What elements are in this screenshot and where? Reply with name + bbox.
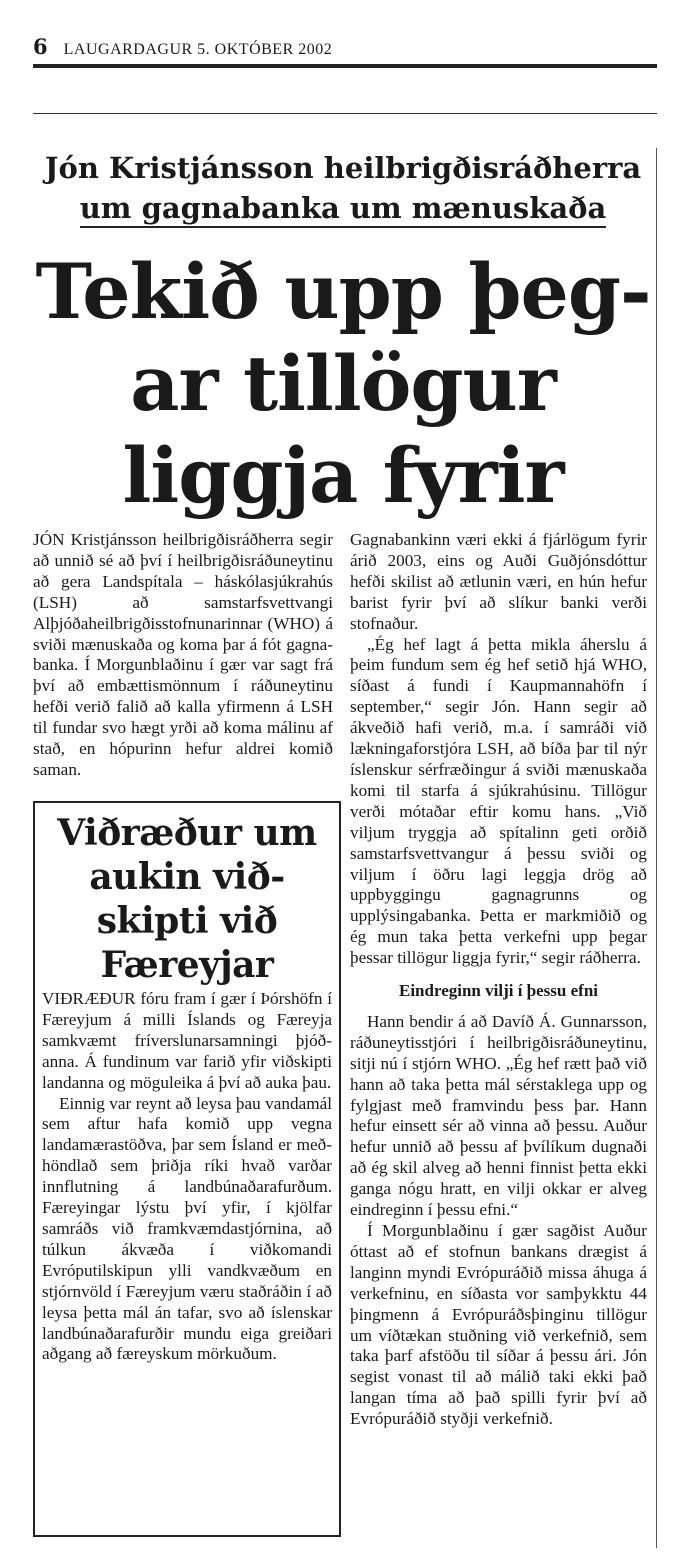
date-line: LAUGARDAGUR 5. OKTÓBER 2002 bbox=[63, 41, 333, 58]
kicker-line-1: Jón Kristjánsson heilbrigðisráðherra bbox=[44, 151, 642, 185]
sidebar-title-line-2: aukin við- bbox=[89, 856, 285, 898]
page-folio bbox=[33, 34, 657, 68]
kicker-line-2: um gagnabanka um mænuskaða bbox=[80, 190, 607, 228]
sidebar-body bbox=[42, 989, 332, 1365]
article-column-2 bbox=[350, 530, 647, 1430]
sidebar-box bbox=[33, 801, 341, 1537]
sidebar-title-line-4: Færeyjar bbox=[100, 944, 274, 986]
sidebar-title bbox=[42, 811, 332, 987]
article-column-1 bbox=[33, 530, 333, 781]
article-paragraph: JÓN Kristjánsson heilbrigðisráðherra segir að unnið sé að því í heilbrigðisráðuneytinu að gera Landspítala – háskólasjúkrahús (LSH) að samstarfsvettvangi Alþjóðaheilbrigðisstofnunarinnar (WHO) á sviði mænuskaða og koma þar á fót gagnabanka. Í Morgunblaðinu í gær var sagt frá því að embættismönnum í ráðuneytinu hefði verið falið að kalla yfirmenn á LSH til fundar svo hægt yrði að koma málinu af stað, en hópurinn hefur aldrei komið saman. bbox=[33, 530, 333, 779]
article-paragraph: Í Morgunblaðinu í gær sagðist Auður óttast að ef stofnun bankans drægist á langinn myndi Evrópuráðið missa áhuga á verkefninu, en síðasta vor samþykktu 44 þingmenn á Evrópuráðsþinginu tillögur um víðtækan stuðning við verkefnið, sem taka þarf afstöðu til síðar á þessu ári. Jón segist vonast til að málið taki ekki það langan tíma að það spilli fyrir því að Evrópuráðið styðji verkefnið. bbox=[350, 1221, 647, 1429]
top-divider bbox=[33, 113, 657, 114]
article-kicker bbox=[33, 148, 653, 228]
sidebar-title-line-3: skipti við bbox=[96, 900, 278, 942]
sidebar-title-line-1: Viðræður um bbox=[57, 812, 317, 854]
article-paragraph: „Ég hef lagt á þetta mikla áherslu á þeim fundum sem ég hef setið hjá WHO, síðast á fundi í Kaupmannahöfn í september,“ segir Jón. Hann segir að ákveðið hafi verið, m.a. í samráði við lækningaforstjóra LSH, að bíða þar til nýr íslenskur sérfræðingur á sviði mænuskaða komi til starfa á sjúkrahúsinu. Tillögur verði mótaðar eftir komu hans. „Við viljum tryggja að spítalinn geti orðið samstarfsvettvangur á þessu sviði og viljum í öðru lagi leggja drög að uppbyggingu gagnagrunns og upplýsingabanka. Þetta er markmiðið og ég mun taka þetta verkefni upp þegar þessar tillögur liggja fyrir,“ segir ráðherra. bbox=[350, 634, 647, 968]
article-paragraph: Gagnabankinn væri ekki á fjárlögum fyrir árið 2003, eins og Auði Guðjónsdóttur hefði skilist að ætlunin væri, en hún hefur barist fyrir því að slíkur banki verði stofnaður. bbox=[350, 530, 647, 633]
page-number: 6 bbox=[33, 34, 48, 59]
article-paragraph: Hann bendir á að Davíð Á. Gunnarsson, ráðuneytisstjóri í heilbrigðisráðuneytinu, sitji nú í stjórn WHO. „Ég hef rætt það við hann að taka þetta mál sérstaklega upp og fylgjast með framvindu þess þar. Hann hefur einsett sér að vinna að þessu. Auður hefur unnið að þessu af þvílíkum dugnaði að ég skil alveg að henni finnist þetta ekki ganga nógu hratt, en vilji okkar er alveg eindreginn í þessu efni.“ bbox=[350, 1011, 647, 1220]
headline-line-3: liggja fyrir bbox=[122, 431, 564, 520]
sidebar-paragraph: Einnig var reynt að leysa þau vandamál sem aftur hafa komið upp vegna landamærastöðva, þar sem Ísland er meðhöndlað sem þriðja ríki hvað varðar innflutning á landbúnaðarafurðum. Færeyingar lýstu því yfir, í kjölfar samráðs við framkvæmdastjórnina, að túlkun ákvæða í viðkomandi Evróputilskipun ylli vandkvæðum en stjórnvöld í Færeyjum væru staðráðin í að leysa þetta mál án tafar, svo að íslenskar landbúnaðarafurðir mundu eiga greiðari aðgang að færeyskum mörkuðum. bbox=[42, 1093, 332, 1364]
sidebar-paragraph: VIÐRÆÐUR fóru fram í gær í Þórshöfn í Færeyjum á milli Íslands og Færeyja samkvæmt fríverslunarsamningi þjóðanna. Á fundinum var farið yfir viðskipti landanna og möguleika á því að auka þau. bbox=[42, 989, 332, 1092]
article-headline bbox=[33, 246, 653, 522]
column-divider bbox=[656, 148, 657, 1548]
article-subheading: Eindreginn vilji í þessu efni bbox=[398, 981, 598, 1001]
headline-line-2: ar tillögur bbox=[130, 339, 556, 428]
headline-line-1: Tekið upp þeg- bbox=[35, 247, 651, 336]
